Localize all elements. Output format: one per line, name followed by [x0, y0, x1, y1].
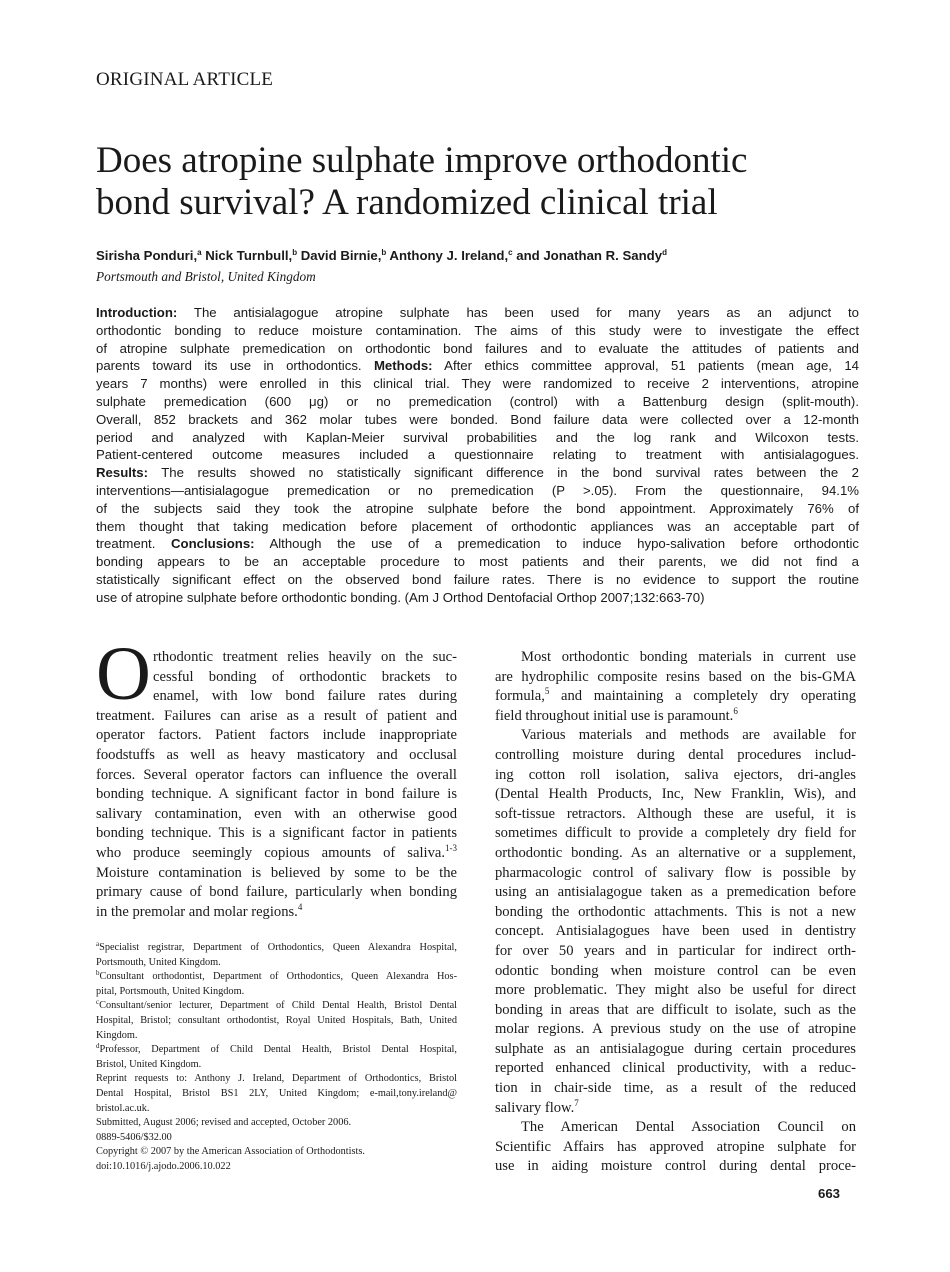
author-affiliation-mark: a [197, 248, 202, 257]
abstract-line: Results: The results showed no statistically significant difference in the bond survival rates between the 2 [96, 465, 859, 481]
body-line: enamel, with low bond failure rates during [153, 688, 457, 705]
body-line: who produce seemingly copious amounts of saliva.$^{1-3}$ [96, 842, 457, 861]
abstract-line: period and analyzed with Kaplan-Meier survival probabilities and the log rank and Wilcoxon tests. [96, 429, 859, 445]
body-line: reported enhanced clinical productivity, with a reduc- [495, 1060, 856, 1077]
body-line: concept. Antisialagogues have been used in dentistry [495, 923, 856, 940]
footnote-line: $^a$Specialist registrar, Department of Orthodontics, Queen Alexandra Hospital, [96, 940, 457, 953]
body-line: controlling moisture during dental procedures includ- [495, 746, 856, 763]
author-name: David Birnie, [297, 248, 382, 263]
footnote-line: Reprint requests to: Anthony J. Ireland, Department of Orthodontics, Bristol [96, 1073, 457, 1085]
footnote-line: Copyright © 2007 by the American Association of Orthodontists. [96, 1146, 365, 1158]
abstract-line: use of atropine sulphate before orthodontic bonding. (Am J Orthod Dentofacial Orthop 2007;132:663-70) [96, 589, 705, 605]
body-line: foodstuffs as well as heavy masticatory and occlusal [96, 746, 457, 763]
body-line: molar regions. A previous study on the use of atropine [495, 1021, 856, 1038]
author-name: Nick Turnbull, [201, 248, 293, 263]
body-line: Most orthodontic bonding materials in current use [521, 649, 856, 665]
footnote-line: $^d$Professor, Department of Child Dental Health, Bristol Dental Hospital, [96, 1042, 457, 1056]
abstract-line: of atropine sulphate premedication on orthodontic bond failures and to evaluate the attitudes of patients and [96, 340, 859, 356]
body-line: more problematic. They might also be useful for direct [495, 982, 856, 999]
abstract-line: orthodontic bonding to reduce moisture contamination. The aims of this study were to investigate the effect [96, 322, 859, 338]
body-line: ing cotton roll isolation, saliva ejectors, dri-angles [495, 766, 856, 783]
abstract-results-label: Results: [96, 465, 149, 481]
author-affiliation-mark: b [381, 248, 387, 257]
section-label: ORIGINAL ARTICLE [96, 69, 274, 90]
body-line: use in aiding moisture control during dental proce- [495, 1158, 856, 1175]
drop-cap: O [96, 632, 151, 716]
footnote-line: $^b$Consultant orthodontist, Department of Orthodontics, Queen Alexandra Hos- [96, 969, 457, 983]
abstract-line: statistically significant effect on the observed bond failure rates. There is no evidence to support the routine [96, 571, 859, 587]
footnote-line: Submitted, August 2006; revised and accepted, October 2006. [96, 1117, 352, 1129]
body-line: The American Dental Association Council on [521, 1119, 856, 1136]
body-line: formula,$^5$ and maintaining a completely dry operating [495, 686, 856, 705]
body-line: pharmacologic control of salivary flow is possible by [495, 864, 856, 881]
body-line: bonding technique. This is a significant factor in patients [96, 825, 457, 842]
author-name: Anthony J. Ireland, [386, 248, 509, 263]
author-affiliation-mark: d [662, 248, 667, 257]
body-line: salivary flow.$^7$ [495, 1097, 579, 1116]
footnote-line: Hospital, Bristol; consultant orthodontist, Royal United Hospitals, Bath, United [96, 1014, 457, 1026]
author-affiliation-mark: c [508, 248, 513, 257]
author-location: Portsmouth and Bristol, United Kingdom [96, 269, 316, 284]
citation-ref[interactable]: 1-3 [445, 842, 457, 853]
footnote-line: bristol.ac.uk. [96, 1102, 150, 1114]
abstract-line: years 7 months) were enrolled in this clinical trial. They were randomized to receive 2 interventions, atropine [96, 376, 859, 392]
body-column-left [96, 648, 457, 922]
doi-link[interactable]: doi:10.1016/j.ajodo.2006.10.022 [96, 1160, 231, 1172]
author-name: and Jonathan R. Sandy [512, 248, 663, 263]
author-name: Sirisha Ponduri, [96, 248, 198, 263]
abstract-line: parents toward its use in orthodontics. Methods: After ethics committee approval, 51 patients (mean age, 14 [96, 358, 859, 374]
body-line: treatment. Failures can arise as a result of patient and [96, 707, 457, 724]
body-column-right [495, 648, 856, 1177]
body-line: field throughout initial use is paramount.$^6$ [495, 705, 738, 724]
footnote-line: Bristol, United Kingdom. [96, 1058, 202, 1070]
citation-ref[interactable]: 6 [733, 705, 738, 716]
body-line: salivary contamination, even with an otherwise good [96, 805, 457, 822]
title-line: Does atropine sulphate improve orthodontic [96, 140, 748, 181]
abstract [96, 304, 859, 607]
citation-ref[interactable]: 4 [297, 901, 303, 912]
abstract-line: Overall, 852 brackets and 362 molar tubes were bonded. Bond failure data were collected over a 12-month [96, 411, 859, 427]
body-line: operator factors. Patient factors include inappropriate [96, 727, 457, 744]
body-line: using an antisialagogue taken as a premedication before [495, 884, 856, 901]
body-line: (Dental Health Products, Inc, New Franklin, Wis), and [495, 786, 856, 803]
body-line: sometimes difficult to provide a completely dry field for [495, 825, 856, 842]
body-line: Scientific Affairs has approved atropine sulphate for [495, 1138, 856, 1155]
abstract-line: treatment. Conclusions: Although the use of a premedication to induce hypo-salivation before orthodontic [96, 536, 859, 552]
footnote-line: Kingdom. [96, 1029, 138, 1041]
abstract-intro-label: Introduction: [96, 305, 178, 320]
citation-ref[interactable]: 7 [574, 1097, 579, 1108]
abstract-line: bonding appears to be an acceptable procedure to most patients and their parents, we did not find a [96, 554, 859, 570]
body-line: bonding technique. A significant factor in bond failure is [96, 786, 457, 803]
author-list [96, 248, 667, 263]
body-line: in the premolar and molar regions.$^4$ [96, 901, 303, 920]
footnote-line: pital, Portsmouth, United Kingdom. [96, 985, 245, 997]
footnotes [96, 941, 457, 1175]
abstract-methods-label: Methods: [373, 358, 433, 374]
body-line: for over 50 years and in particular for indirect orth- [495, 942, 856, 959]
abstract-line: sulphate premedication (600 μg) or no premedication (control) with a Battenburg design (split-mouth). [96, 393, 859, 409]
article-title [96, 140, 856, 224]
body-line: sulphate as an antisialagogue during certain procedures [495, 1040, 856, 1057]
abstract-conclusions-label: Conclusions: [171, 536, 255, 552]
abstract-line: Patient-centered outcome measures included a questionnaire relating to treatment with antisialagogues. [96, 447, 859, 463]
citation-ref[interactable]: 5 [544, 686, 550, 697]
footnote-line: 0889-5406/$32.00 [96, 1131, 172, 1143]
body-line: Moisture contamination is believed by some to be the [96, 864, 457, 881]
title-line: bond survival? A randomized clinical trial [96, 182, 718, 223]
abstract-line: of the subjects said they took the atropine sulphate before the bond appointment. Approximately 76% of [96, 500, 859, 516]
body-line: soft-tissue retractors. Although these are useful, it is [495, 805, 856, 822]
abstract-line: Introduction: The antisialagogue atropine sulphate has been used for many years as an adjunct to [96, 305, 859, 320]
body-line: forces. Several operator factors can influence the overall [96, 766, 457, 783]
footnote-line: Dental Hospital, Bristol BS1 2LY, United Kingdom; e-mail,tony.ireland@ [96, 1087, 457, 1099]
body-line: primary cause of bond failure, particularly when bonding [96, 884, 457, 901]
body-line: Various materials and methods are available for [521, 727, 856, 744]
page-number: 663 [818, 1186, 841, 1201]
author-affiliation-mark: b [292, 248, 298, 257]
body-line: are hydrophilic composite resins based on the bis-GMA [495, 668, 856, 685]
body-line: bonding the orthodontic attachments. This is not a new [495, 903, 856, 920]
footnote-line: $^c$Consultant/senior lecturer, Department of Child Dental Health, Bristol Dental [96, 998, 457, 1012]
body-line: orthodontic bonding. As an alternative or a supplement, [495, 844, 856, 861]
body-line: tion in chair-side time, as a result of the reduced [495, 1080, 856, 1097]
body-line: odontic bonding when moisture control can be even [495, 962, 856, 979]
body-line: cessful bonding of orthodontic brackets to [153, 668, 457, 685]
body-line: rthodontic treatment relies heavily on the suc- [153, 649, 457, 665]
body-line: bonding in areas that are difficult to isolate, such as the [495, 1001, 856, 1018]
abstract-line: interventions—antisialagogue premedication or no premedication (P >.05). From the questionnaire, 94.1% [96, 482, 859, 498]
abstract-line: them thought that taking medication before placement of orthodontic appliances was an acceptable part of [96, 518, 859, 534]
footnote-line: Portsmouth, United Kingdom. [96, 956, 221, 968]
